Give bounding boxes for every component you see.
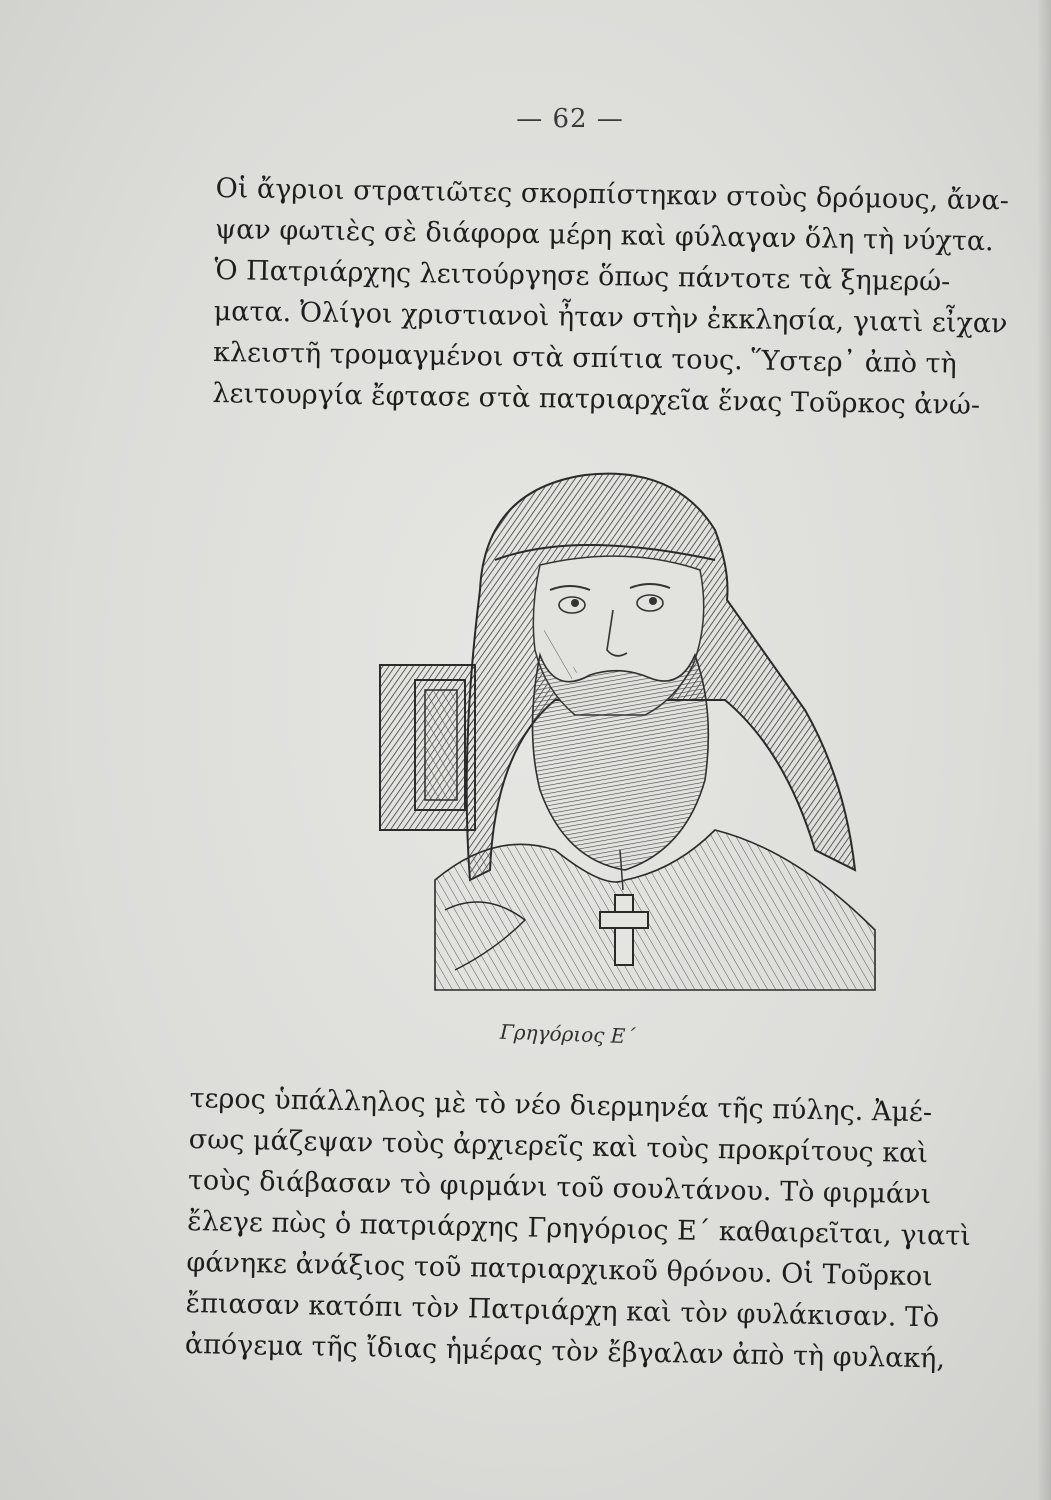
text-line: σως μάζεψαν τοὺς ἀρχιερεῖς καὶ τοὺς προκρίτους καὶ	[188, 1123, 929, 1170]
book-drawing	[380, 665, 475, 830]
figure-caption: Γρηγόριος Ε΄	[499, 1019, 636, 1049]
text-line: ψαν φωτιὲς σὲ διάφορα μέρη καὶ φύλαγαν ὅλη τὴ νύχτα.	[214, 213, 994, 258]
text-line: ἀπόγεμα τῆς ἴδιας ἡμέρας τὸν ἔβγαλαν ἀπὸ τὴ φυλακή,	[184, 1328, 946, 1375]
text-line: τοὺς διάβασαν τὸ φιρμάνι τοῦ σουλτάνου. Τὸ φιρμάνι	[187, 1164, 932, 1211]
text-line: λειτουργία ἔφτασε στὰ πατριαρχεῖα ἕνας Τοῦρκος ἀνώ-	[212, 377, 981, 422]
text-line: φάνηκε ἀνάξιος τοῦ πατριαρχικοῦ θρόνου. Οἱ Τοῦρκοι	[186, 1246, 934, 1293]
text-line: ἔλεγε πὼς ὁ πατριάρχης Γρηγόριος Ε΄ καθαιρεῖται, γιατὶ	[186, 1205, 972, 1253]
portrait-engraving	[375, 450, 935, 1010]
page-edge-shadow	[1037, 0, 1051, 1500]
text-line: ἔπιασαν κατόπι τὸν Πατριάρχη καὶ τὸν φυλάκισαν. Τὸ	[185, 1287, 940, 1334]
text-line: Οἱ ἄγριοι στρατιῶτες σκορπίστηκαν στοὺς δρόμους, ἄνα-	[215, 172, 1010, 217]
text-line: τερος ὑπάλληλος μὲ τὸ νέο διερμηνέα τῆς πύλης. Ἀμέ-	[189, 1082, 933, 1129]
top-paragraph	[212, 168, 1010, 426]
page-number: — 62 —	[516, 104, 624, 134]
text-line: ματα. Ὀλίγοι χριστιανοὶ ἦταν στὴν ἐκκλησία, γιατὶ εἶχαν	[213, 295, 1008, 340]
beard-drawing	[533, 655, 709, 870]
text-line: κλειστῆ τρομαγμένοι στὰ σπίτια τους. Ὕστερ᾽ ἀπὸ τὴ	[212, 336, 957, 380]
bottom-paragraph	[184, 1078, 972, 1380]
text-line: Ὁ Πατριάρχης λειτούργησε ὅπως πάντοτε τὰ ξημερώ-	[214, 254, 951, 298]
